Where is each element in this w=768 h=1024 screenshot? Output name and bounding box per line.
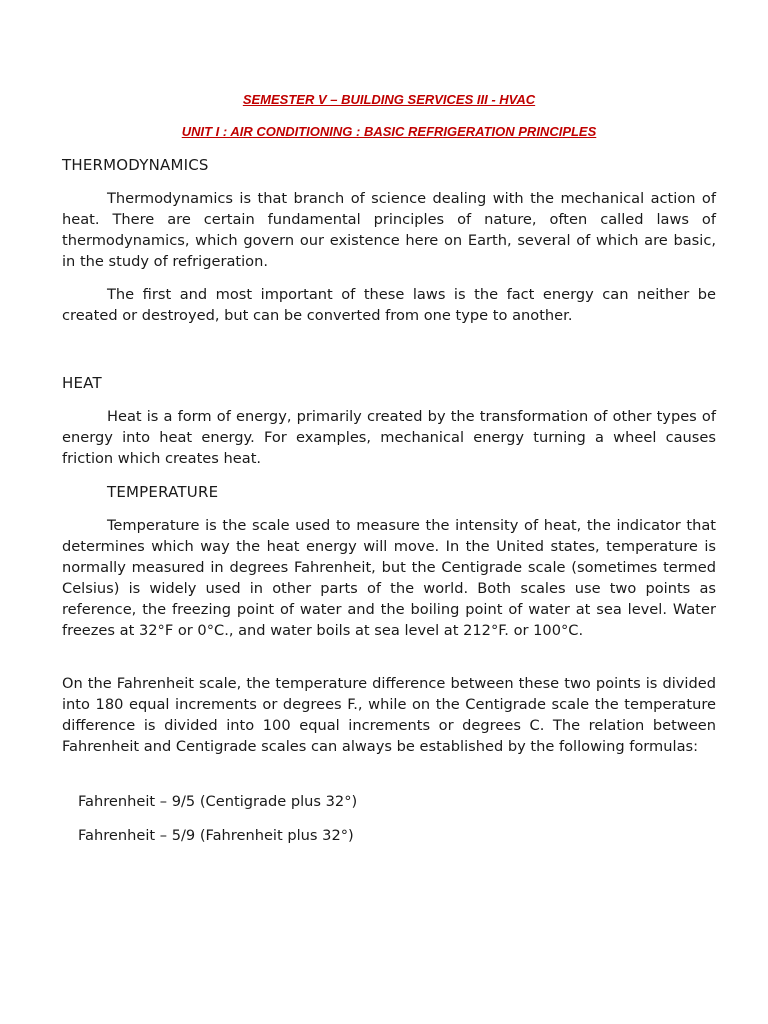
thermodynamics-heading: THERMODYNAMICS [62,156,209,174]
thermodynamics-paragraph-2: The first and most important of these laws is the fact energy can neither be created or destroyed, but can be converted from one type to another. [62,286,716,324]
temperature-paragraph-2: On the Fahrenheit scale, the temperature difference between these two points is divided into 180 equal increments or degrees F., while on the Centigrade scale the temperature difference is divided into 100 equal increments or degrees C. The relation between Fahrenheit and Centigrade scales can always be established by the following formulas: [62,675,716,755]
temperature-heading: TEMPERATURE [107,483,219,501]
temperature-paragraph-1: Temperature is the scale used to measure the intensity of heat, the indicator that determines which way the heat energy will move. In the United states, temperature is normally measured in degrees Fahrenheit, but the Centigrade scale (sometimes termed Celsius) is widely used in other parts of the world. Both scales use two points as reference, the freezing point of water and the boiling point of water at sea level. Water freezes at 32°F or 0°C., and water boils at sea level at 212°F. or 100°C. [62,517,716,639]
formula-fahrenheit-5-9: Fahrenheit – 5/9 (Fahrenheit plus 32°) [78,827,354,844]
unit-title: UNIT I : AIR CONDITIONING : BASIC REFRIGERATION PRINCIPLES [181,124,597,139]
thermodynamics-paragraph-1: Thermodynamics is that branch of science dealing with the mechanical action of heat. There are certain fundamental principles of nature, often called laws of thermodynamics, which govern our existence here on Earth, several of which are basic, in the study of refrigeration. [62,190,716,270]
formula-fahrenheit-9-5: Fahrenheit – 9/5 (Centigrade plus 32°) [78,793,358,810]
semester-title: SEMESTER V – BUILDING SERVICES III - HVAC [242,92,536,107]
heat-paragraph-1: Heat is a form of energy, primarily created by the transformation of other types of energy into heat energy. For examples, mechanical energy turning a wheel causes friction which creates heat. [62,408,716,467]
heat-heading: HEAT [62,374,102,392]
